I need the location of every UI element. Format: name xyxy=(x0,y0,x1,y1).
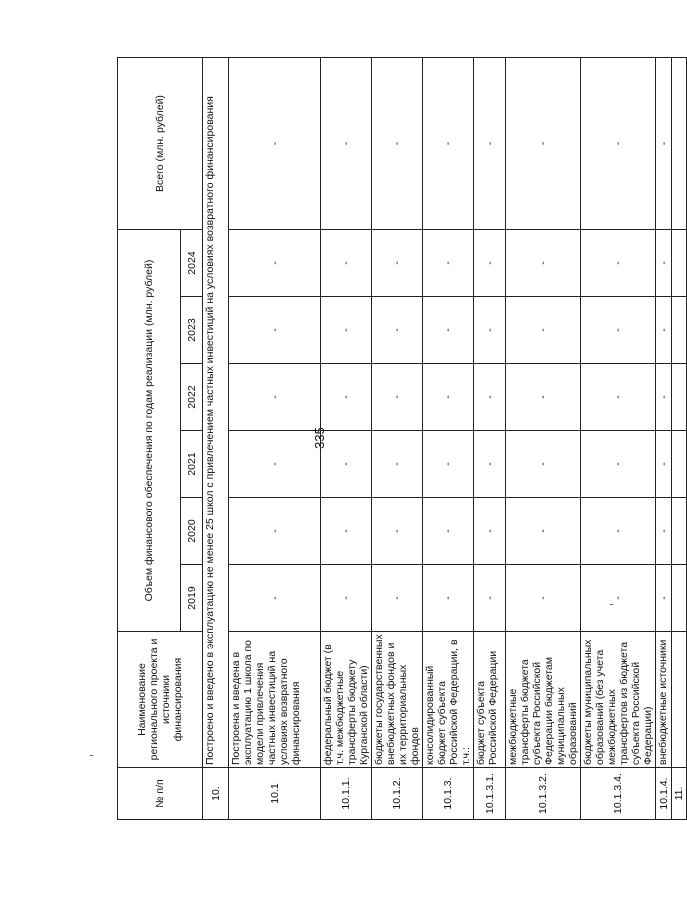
value-cell-year: - xyxy=(474,565,506,632)
page-number: 335 xyxy=(312,427,327,449)
value-cell-year: - xyxy=(321,565,372,632)
table-row xyxy=(372,58,423,820)
value-cell-year: - xyxy=(506,297,581,364)
row-name xyxy=(672,632,687,768)
row-num: 10.1 xyxy=(229,768,321,820)
value-cell-year: - xyxy=(423,498,474,565)
value-cell-year: - xyxy=(372,498,423,565)
header-volume: Объем финансового обеспечения по годам реализации (млн. рублей) xyxy=(118,230,181,632)
row-num: 11. xyxy=(672,768,687,820)
value-cell-year: - xyxy=(581,297,656,364)
row-name: межбюджетные трансферты бюджета субъекта Российской Федерации бюджетам муниципальных образований xyxy=(506,632,581,768)
value-cell-year: - xyxy=(372,297,423,364)
value-cell-year: - xyxy=(581,431,656,498)
row-num: 10.1.4. xyxy=(656,768,672,820)
row-num: 10.1.3.1. xyxy=(474,768,506,820)
value-cell-total: - xyxy=(656,58,672,230)
header-year-2023: 2023 xyxy=(181,297,203,364)
value-cell-year: - xyxy=(229,364,321,431)
value-cell-year: - xyxy=(372,230,423,297)
value-cell-total: - xyxy=(581,58,656,230)
value-cell-year: - xyxy=(229,297,321,364)
value-cell-year xyxy=(672,431,687,498)
header-num: № п/п xyxy=(118,768,203,820)
value-cell-year: - xyxy=(321,431,372,498)
value-cell-year: - xyxy=(423,230,474,297)
value-cell-year: - xyxy=(474,230,506,297)
header-total: Всего (млн. рублей) xyxy=(118,58,203,230)
value-cell-year: - xyxy=(474,431,506,498)
row-name: консолидированный бюджет субъекта Российской Федерации, в т.ч.: xyxy=(423,632,474,768)
table-row xyxy=(321,58,372,820)
value-cell-year: - xyxy=(506,230,581,297)
table-row xyxy=(672,58,687,820)
value-cell-year: - xyxy=(656,565,672,632)
value-cell-year: - xyxy=(321,297,372,364)
value-cell-year: - xyxy=(321,498,372,565)
section-row xyxy=(203,58,229,820)
header-year-2022: 2022 xyxy=(181,364,203,431)
row-name: внебюджетные источники xyxy=(656,632,672,768)
table-row xyxy=(229,58,321,820)
value-cell-year: - xyxy=(229,230,321,297)
section-text: Построено и введено в эксплуатацию не менее 25 школ с привлечением частных инвестиций на условиях возвратного финансирования xyxy=(203,58,229,768)
row-num: 10.1.3.4. xyxy=(581,768,656,820)
row-num: 10.1.1. xyxy=(321,768,372,820)
value-cell-year: - xyxy=(656,498,672,565)
row-num: 10.1.2. xyxy=(372,768,423,820)
value-cell-year: - xyxy=(656,297,672,364)
value-cell-year: - xyxy=(321,364,372,431)
value-cell-year: - xyxy=(581,498,656,565)
value-cell-year: - xyxy=(423,565,474,632)
value-cell-year: - xyxy=(423,297,474,364)
header-year-2020: 2020 xyxy=(181,498,203,565)
value-cell-year: - xyxy=(656,364,672,431)
value-cell-year: - xyxy=(581,565,656,632)
value-cell-year: - xyxy=(229,498,321,565)
value-cell-year: - xyxy=(423,364,474,431)
value-cell-year: - xyxy=(229,565,321,632)
value-cell-year: - xyxy=(506,498,581,565)
value-cell-year: - xyxy=(229,431,321,498)
table-row xyxy=(656,58,672,820)
value-cell-total: - xyxy=(229,58,321,230)
value-cell-year: - xyxy=(506,431,581,498)
value-cell-year xyxy=(672,297,687,364)
value-cell-total: - xyxy=(506,58,581,230)
row-num: 10.1.3.2. xyxy=(506,768,581,820)
value-cell-total: - xyxy=(372,58,423,230)
financing-table xyxy=(117,57,687,820)
header-year-2019: 2019 xyxy=(181,565,203,632)
header-name: Наименование регионального проекта и источники финансирования xyxy=(118,632,203,768)
header-year-2024: 2024 xyxy=(181,230,203,297)
rotated-table-canvas xyxy=(117,58,685,820)
value-cell-year: - xyxy=(372,431,423,498)
table-row xyxy=(423,58,474,820)
row-name: бюджеты государственных внебюджетных фондов и их территориальных фондов xyxy=(372,632,423,768)
value-cell-year: - xyxy=(321,230,372,297)
value-cell-year: - xyxy=(423,431,474,498)
value-cell-year: - xyxy=(474,297,506,364)
value-cell-year: - xyxy=(506,565,581,632)
value-cell-total: - xyxy=(474,58,506,230)
table-row xyxy=(506,58,581,820)
value-cell-year: - xyxy=(474,498,506,565)
header-year-2021: 2021 xyxy=(181,431,203,498)
value-cell-year: - xyxy=(372,364,423,431)
row-name: Построена и введена в эксплуатацию 1 школа по модели привлечения частных инвестиций на условиях возвратного финансирования xyxy=(229,632,321,768)
value-cell-year: - xyxy=(581,364,656,431)
value-cell-year: - xyxy=(474,364,506,431)
value-cell-year: - xyxy=(581,230,656,297)
row-name: бюджеты муниципальных образований (без учета межбюджетных трансфертов из бюджета субъекта Российской Федерации) xyxy=(581,632,656,768)
row-name: федеральный бюджет (в т.ч. межбюджетные трансферты бюджету Курганской области) xyxy=(321,632,372,768)
value-cell-year: - xyxy=(506,364,581,431)
value-cell-year xyxy=(672,364,687,431)
row-num: 10.1.3. xyxy=(423,768,474,820)
section-num: 10. xyxy=(203,768,229,820)
value-cell-total xyxy=(672,58,687,230)
table-row xyxy=(581,58,656,820)
value-cell-year: - xyxy=(656,431,672,498)
scan-speck xyxy=(90,755,93,756)
value-cell-year xyxy=(672,230,687,297)
value-cell-total: - xyxy=(423,58,474,230)
value-cell-total: - xyxy=(321,58,372,230)
value-cell-year: - xyxy=(372,565,423,632)
rotated-table-frame xyxy=(117,58,685,820)
table-row xyxy=(474,58,506,820)
row-name: бюджет субъекта Российской Федерации xyxy=(474,632,506,768)
value-cell-year xyxy=(672,498,687,565)
value-cell-year: - xyxy=(656,230,672,297)
value-cell-year xyxy=(672,565,687,632)
